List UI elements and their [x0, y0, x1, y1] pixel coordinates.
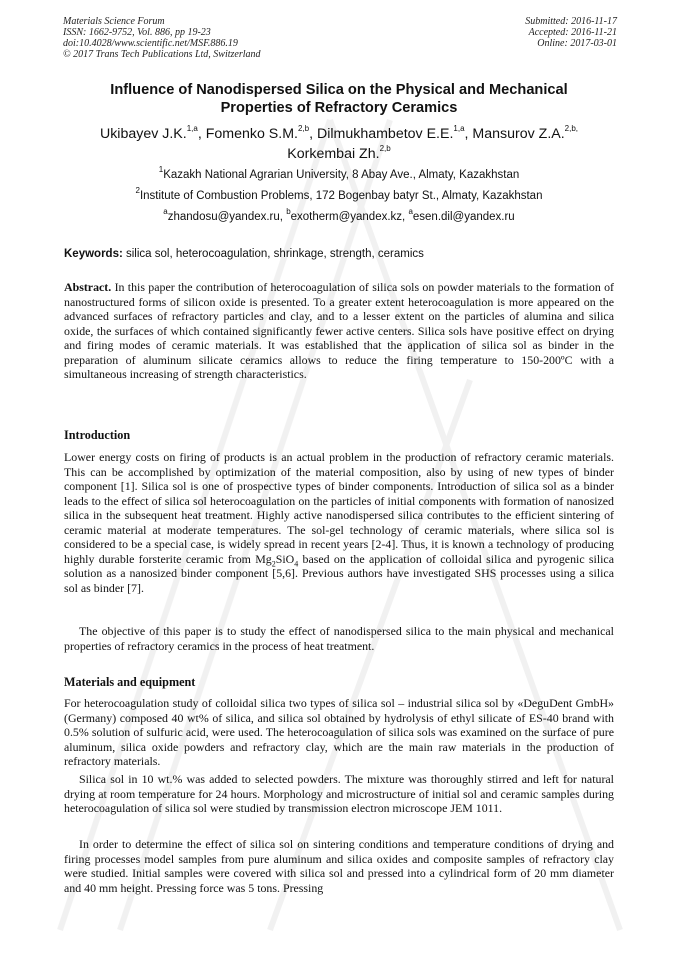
email-address: exotherm@yandex.kz, — [290, 211, 406, 223]
issn: ISSN: 1662-9752, Vol. 886, pp 19-23 — [63, 27, 211, 38]
author-affiliation-mark: 2,b — [379, 144, 391, 154]
materials-paragraph-2: Silica sol in 10 wt.% was added to selected powders. The mixture was thoroughly stirred and left for natural drying at room temperature for 24 hours. Morphology and microstructure of initial sol and ceramic samples during heterocoagulation of silica sol were studied by transmission electron microscope JEM 1011. — [64, 772, 614, 816]
email-address: esen.dil@yandex.ru — [412, 211, 515, 223]
abstract-text: In this paper the contribution of heterocoagulation of silica sols on powder materials to the formation of nanostructured forms of silicon oxide is presented. To a greater extent heterocoagulation is more appeared on the advanced surfaces of refractory particles and clay, and to a lesser extent on the particles of alumina and silica oxide, the surfaces of which contained significantly fewer active centers. Silica sols have positive effect on drying and firing modes of ceramic materials. It was established that the application of silica sol as binder in the preparation of aluminum silicate ceramics allows to reduce the firing temperature to 150-200ºC with a simultaneous increasing of strength characteristics. — [64, 280, 614, 382]
affiliation-text: Kazakh National Agrarian University, 8 Abay Ave., Almaty, Kazakhstan — [163, 169, 520, 181]
author-name: Korkembai Zh. — [287, 146, 380, 162]
subscript: 2 — [271, 559, 276, 569]
keywords — [64, 247, 618, 261]
introduction-heading: Introduction — [64, 428, 131, 442]
abstract-label: Abstract. — [64, 280, 112, 294]
subscript: 4 — [294, 559, 299, 569]
paragraph-text: Lower energy costs on firing of products is an actual problem in the production of refractory ceramic materials. This can be accomplished by optimization of the material composition, also by using of new types of binder component [1]. Silica sol is one of prospective types of binder components. Introduction of silica sol as a binder leads to the effect of silica sol heterocoagulation on the particles of initial components with formation of nanosized silica in the subsequent heat treatment. Highly active nanodispersed silica contributes to the efficient sintering of ceramic material at moderate temperatures. The sol-gel technology of ceramic materials, where silica sol is considered to be a special case, is widely spread in recent years [2-4]. Thus, it is known a technology of producing highly durable forsterite ceramic from Mg — [64, 450, 614, 566]
keywords-text: silica sol, heterocoagulation, shrinkage, strength, ceramics — [126, 248, 424, 260]
paragraph-text: based on the application of colloidal silica and pyrogenic silica solution as a nanosized binder component [5,6]. Previous authors have investigated SHS processes using a silica sol as binder [7]. — [64, 551, 614, 595]
author-list: Ukibayev J.K.$^{1,a}$, Fomenko S.M.$^{2,b}$, Dilmukhambetov E.E.$^{1,a}$, Mansurov Z.A.$^{2,b,}$ Korkembai Zh.$^{2,b}$ — [99, 124, 579, 162]
paragraph-text: SiO — [275, 551, 295, 566]
online-date: Online: 2017-03-01 — [537, 38, 617, 49]
introduction-paragraph-2: The objective of this paper is to study the effect of nanodispersed silica to the main physical and mechanical properties of refractory ceramics in the process of heat treatment. — [64, 624, 614, 653]
author-affiliation-mark: 2,b — [297, 124, 310, 134]
author-emails — [40, 207, 638, 224]
publication-dates — [525, 16, 617, 49]
email-mark: a — [163, 207, 168, 217]
affiliation-2 — [40, 186, 638, 203]
materials-paragraph-1: For heterocoagulation study of colloidal silica two types of silica sol – industrial silica sol by «DeguDent GmbH» (Germany) composed 40 wt% of silica, and silica sol obtained by hydrolysis of ethyl silicate of ES-40 brand with 0.5% solution of sulfuric acid, were used. The heterocoagulation of silica sols was examined on the surface of pure aluminum, silica oxide powders and refractory clay, which are the main raw materials in the production of refractory materials. — [64, 696, 614, 769]
author-affiliation-mark: 1,a — [453, 124, 465, 134]
submitted-date: Submitted: 2016-11-17 — [525, 16, 617, 27]
title-line-2: Properties of Refractory Ceramics — [220, 100, 458, 116]
author-name: Dilmukhambetov E.E. — [316, 126, 454, 142]
affiliation-text: Institute of Combustion Problems, 172 Bogenbay batyr St., Almaty, Kazakhstan — [139, 190, 543, 202]
email-mark: a — [408, 207, 413, 217]
author-name: Ukibayev J.K. — [99, 126, 187, 142]
publication-info — [63, 16, 261, 60]
email-mark: b — [286, 207, 291, 217]
author-affiliation-mark: 2,b, — [564, 124, 579, 134]
title-line-1: Influence of Nanodispersed Silica on the Physical and Mechanical — [110, 82, 568, 98]
materials-paragraph-3: In order to determine the effect of silica sol on sintering conditions and temperature conditions of drying and firing processes model samples from pure aluminum and silica oxides and composite samples of refractory clay were studied. Initial samples were covered with silica sol and pressed into a cylindrical form of 20 mm diameter and 40 mm height. Pressing force was 5 tons. Pressing — [64, 837, 614, 895]
introduction-paragraph-1 — [64, 450, 614, 595]
author-name: Fomenko S.M. — [205, 126, 298, 142]
journal-name: Materials Science Forum — [63, 16, 165, 27]
email-address: zhandosu@yandex.ru, — [167, 211, 283, 223]
abstract — [64, 280, 614, 382]
affiliation-mark: 2 — [135, 186, 140, 196]
accepted-date: Accepted: 2016-11-21 — [528, 27, 617, 38]
affiliation-mark: 1 — [158, 165, 164, 175]
copyright: © 2017 Trans Tech Publications Ltd, Switzerland — [63, 49, 261, 60]
affiliation-1 — [40, 165, 638, 182]
author-name: Mansurov Z.A. — [472, 126, 565, 142]
materials-heading: Materials and equipment — [64, 675, 196, 689]
author-affiliation-mark: 1,a — [186, 124, 198, 134]
paper-title — [40, 81, 638, 117]
keywords-label: Keywords: — [64, 248, 123, 260]
doi: doi:10.4028/www.scientific.net/MSF.886.19 — [63, 38, 238, 49]
